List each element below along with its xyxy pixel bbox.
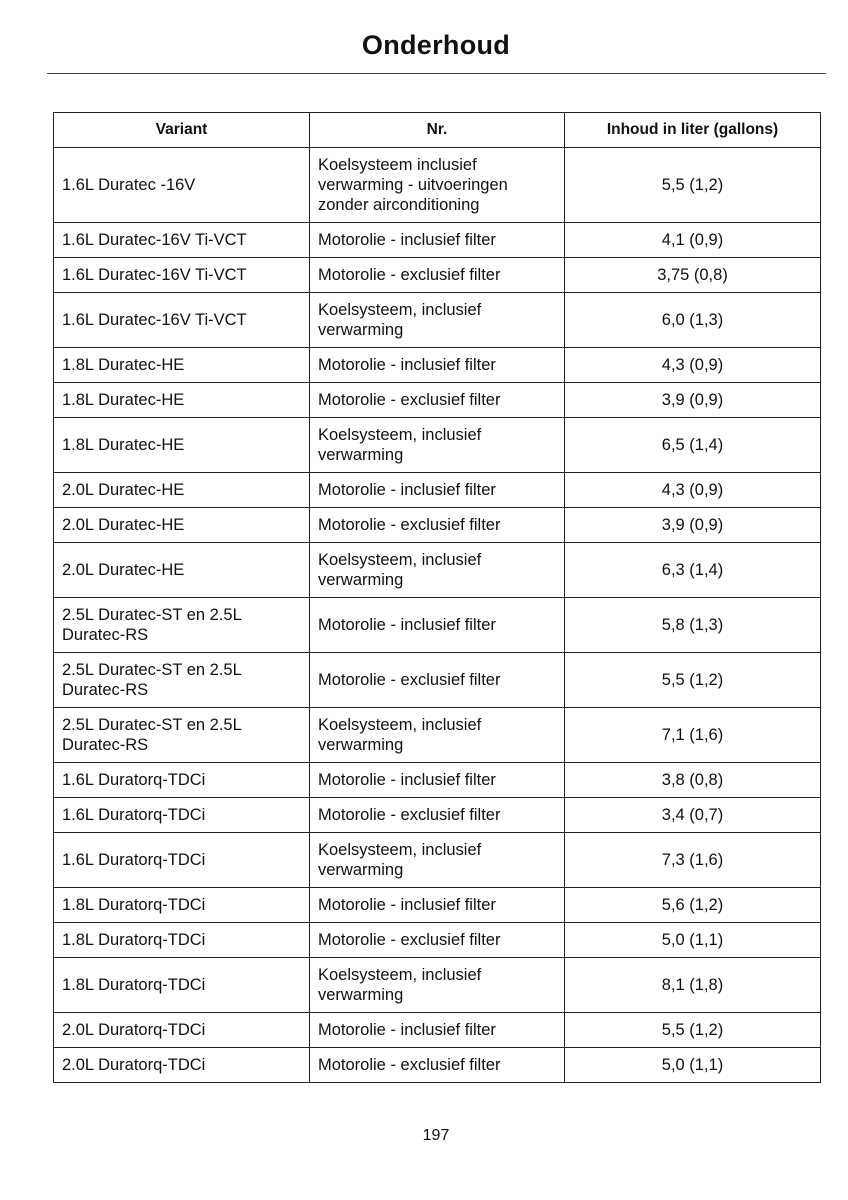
page-number: 197 [422, 1127, 450, 1144]
cell-variant: 1.6L Duratec-16V Ti-VCT [54, 258, 310, 293]
cell-variant: 1.8L Duratorq-TDCi [54, 958, 310, 1013]
cell-capacity: 5,0 (1,1) [565, 923, 821, 958]
cell-capacity: 3,75 (0,8) [565, 258, 821, 293]
cell-nr: Motorolie - exclusief filter [310, 923, 565, 958]
cell-nr: Motorolie - inclusief filter [310, 598, 565, 653]
cell-variant: 2.0L Duratorq-TDCi [54, 1048, 310, 1083]
table-row [54, 598, 821, 653]
column-header-capacity: Inhoud in liter (gallons) [565, 113, 821, 148]
cell-nr: Motorolie - exclusief filter [310, 653, 565, 708]
table-row [54, 763, 821, 798]
cell-capacity: 5,5 (1,2) [565, 148, 821, 223]
column-header-nr: Nr. [310, 113, 565, 148]
cell-variant: 1.6L Duratec-16V Ti-VCT [54, 293, 310, 348]
cell-variant: 1.8L Duratec-HE [54, 383, 310, 418]
cell-nr: Motorolie - inclusief filter [310, 473, 565, 508]
title-divider [47, 73, 826, 74]
cell-nr: Motorolie - inclusief filter [310, 888, 565, 923]
table-row [54, 543, 821, 598]
cell-capacity: 5,5 (1,2) [565, 653, 821, 708]
cell-nr: Motorolie - exclusief filter [310, 508, 565, 543]
cell-nr: Motorolie - exclusief filter [310, 1048, 565, 1083]
cell-nr: Motorolie - inclusief filter [310, 763, 565, 798]
cell-nr: Koelsysteem, inclusief verwarming [310, 958, 565, 1013]
page-title: Onderhoud [361, 30, 511, 60]
cell-variant: 2.0L Duratec-HE [54, 473, 310, 508]
cell-nr: Motorolie - inclusief filter [310, 348, 565, 383]
cell-capacity: 6,0 (1,3) [565, 293, 821, 348]
table-row [54, 418, 821, 473]
cell-variant: 1.6L Duratec -16V [54, 148, 310, 223]
cell-capacity: 4,3 (0,9) [565, 473, 821, 508]
cell-nr: Koelsysteem, inclusief verwarming [310, 418, 565, 473]
table-row [54, 258, 821, 293]
cell-nr: Motorolie - exclusief filter [310, 798, 565, 833]
cell-variant: 1.8L Duratec-HE [54, 418, 310, 473]
table-row [54, 923, 821, 958]
table-row [54, 798, 821, 833]
cell-capacity: 3,8 (0,8) [565, 763, 821, 798]
cell-capacity: 5,6 (1,2) [565, 888, 821, 923]
cell-capacity: 8,1 (1,8) [565, 958, 821, 1013]
cell-capacity: 7,3 (1,6) [565, 833, 821, 888]
cell-variant: 2.5L Duratec-ST en 2.5L Duratec-RS [54, 653, 310, 708]
cell-capacity: 6,3 (1,4) [565, 543, 821, 598]
cell-variant: 2.0L Duratorq-TDCi [54, 1013, 310, 1048]
table-row [54, 1048, 821, 1083]
table-row [54, 473, 821, 508]
cell-nr: Motorolie - exclusief filter [310, 383, 565, 418]
cell-variant: 1.6L Duratorq-TDCi [54, 798, 310, 833]
cell-variant: 2.5L Duratec-ST en 2.5L Duratec-RS [54, 708, 310, 763]
cell-nr: Koelsysteem, inclusief verwarming [310, 293, 565, 348]
table-row [54, 383, 821, 418]
header-row [54, 113, 821, 148]
cell-capacity: 3,4 (0,7) [565, 798, 821, 833]
cell-variant: 2.5L Duratec-ST en 2.5L Duratec-RS [54, 598, 310, 653]
cell-capacity: 3,9 (0,9) [565, 383, 821, 418]
cell-nr: Koelsysteem, inclusief verwarming [310, 543, 565, 598]
table-row [54, 958, 821, 1013]
cell-nr: Koelsysteem, inclusief verwarming [310, 833, 565, 888]
capacities-table [53, 112, 821, 1083]
table-row [54, 148, 821, 223]
cell-capacity: 7,1 (1,6) [565, 708, 821, 763]
table-row [54, 653, 821, 708]
table-row [54, 293, 821, 348]
cell-capacity: 5,5 (1,2) [565, 1013, 821, 1048]
cell-capacity: 6,5 (1,4) [565, 418, 821, 473]
table-row [54, 888, 821, 923]
cell-variant: 1.8L Duratorq-TDCi [54, 888, 310, 923]
cell-capacity: 3,9 (0,9) [565, 508, 821, 543]
table-row [54, 1013, 821, 1048]
cell-nr: Motorolie - inclusief filter [310, 1013, 565, 1048]
cell-capacity: 5,0 (1,1) [565, 1048, 821, 1083]
table-row [54, 708, 821, 763]
column-header-variant: Variant [54, 113, 310, 148]
table-row [54, 508, 821, 543]
cell-variant: 1.6L Duratec-16V Ti-VCT [54, 223, 310, 258]
cell-capacity: 5,8 (1,3) [565, 598, 821, 653]
cell-nr: Motorolie - inclusief filter [310, 223, 565, 258]
table-header [54, 113, 821, 148]
cell-variant: 1.6L Duratorq-TDCi [54, 763, 310, 798]
table-row [54, 223, 821, 258]
table-body [54, 148, 821, 1083]
cell-variant: 1.8L Duratec-HE [54, 348, 310, 383]
cell-nr: Koelsysteem, inclusief verwarming [310, 708, 565, 763]
table-row [54, 348, 821, 383]
cell-nr: Koelsysteem inclusief verwarming - uitvoeringen zonder airconditioning [310, 148, 565, 223]
cell-variant: 1.8L Duratorq-TDCi [54, 923, 310, 958]
cell-nr: Motorolie - exclusief filter [310, 258, 565, 293]
cell-variant: 2.0L Duratec-HE [54, 508, 310, 543]
cell-variant: 2.0L Duratec-HE [54, 543, 310, 598]
cell-capacity: 4,3 (0,9) [565, 348, 821, 383]
cell-variant: 1.6L Duratorq-TDCi [54, 833, 310, 888]
table-row [54, 833, 821, 888]
cell-capacity: 4,1 (0,9) [565, 223, 821, 258]
